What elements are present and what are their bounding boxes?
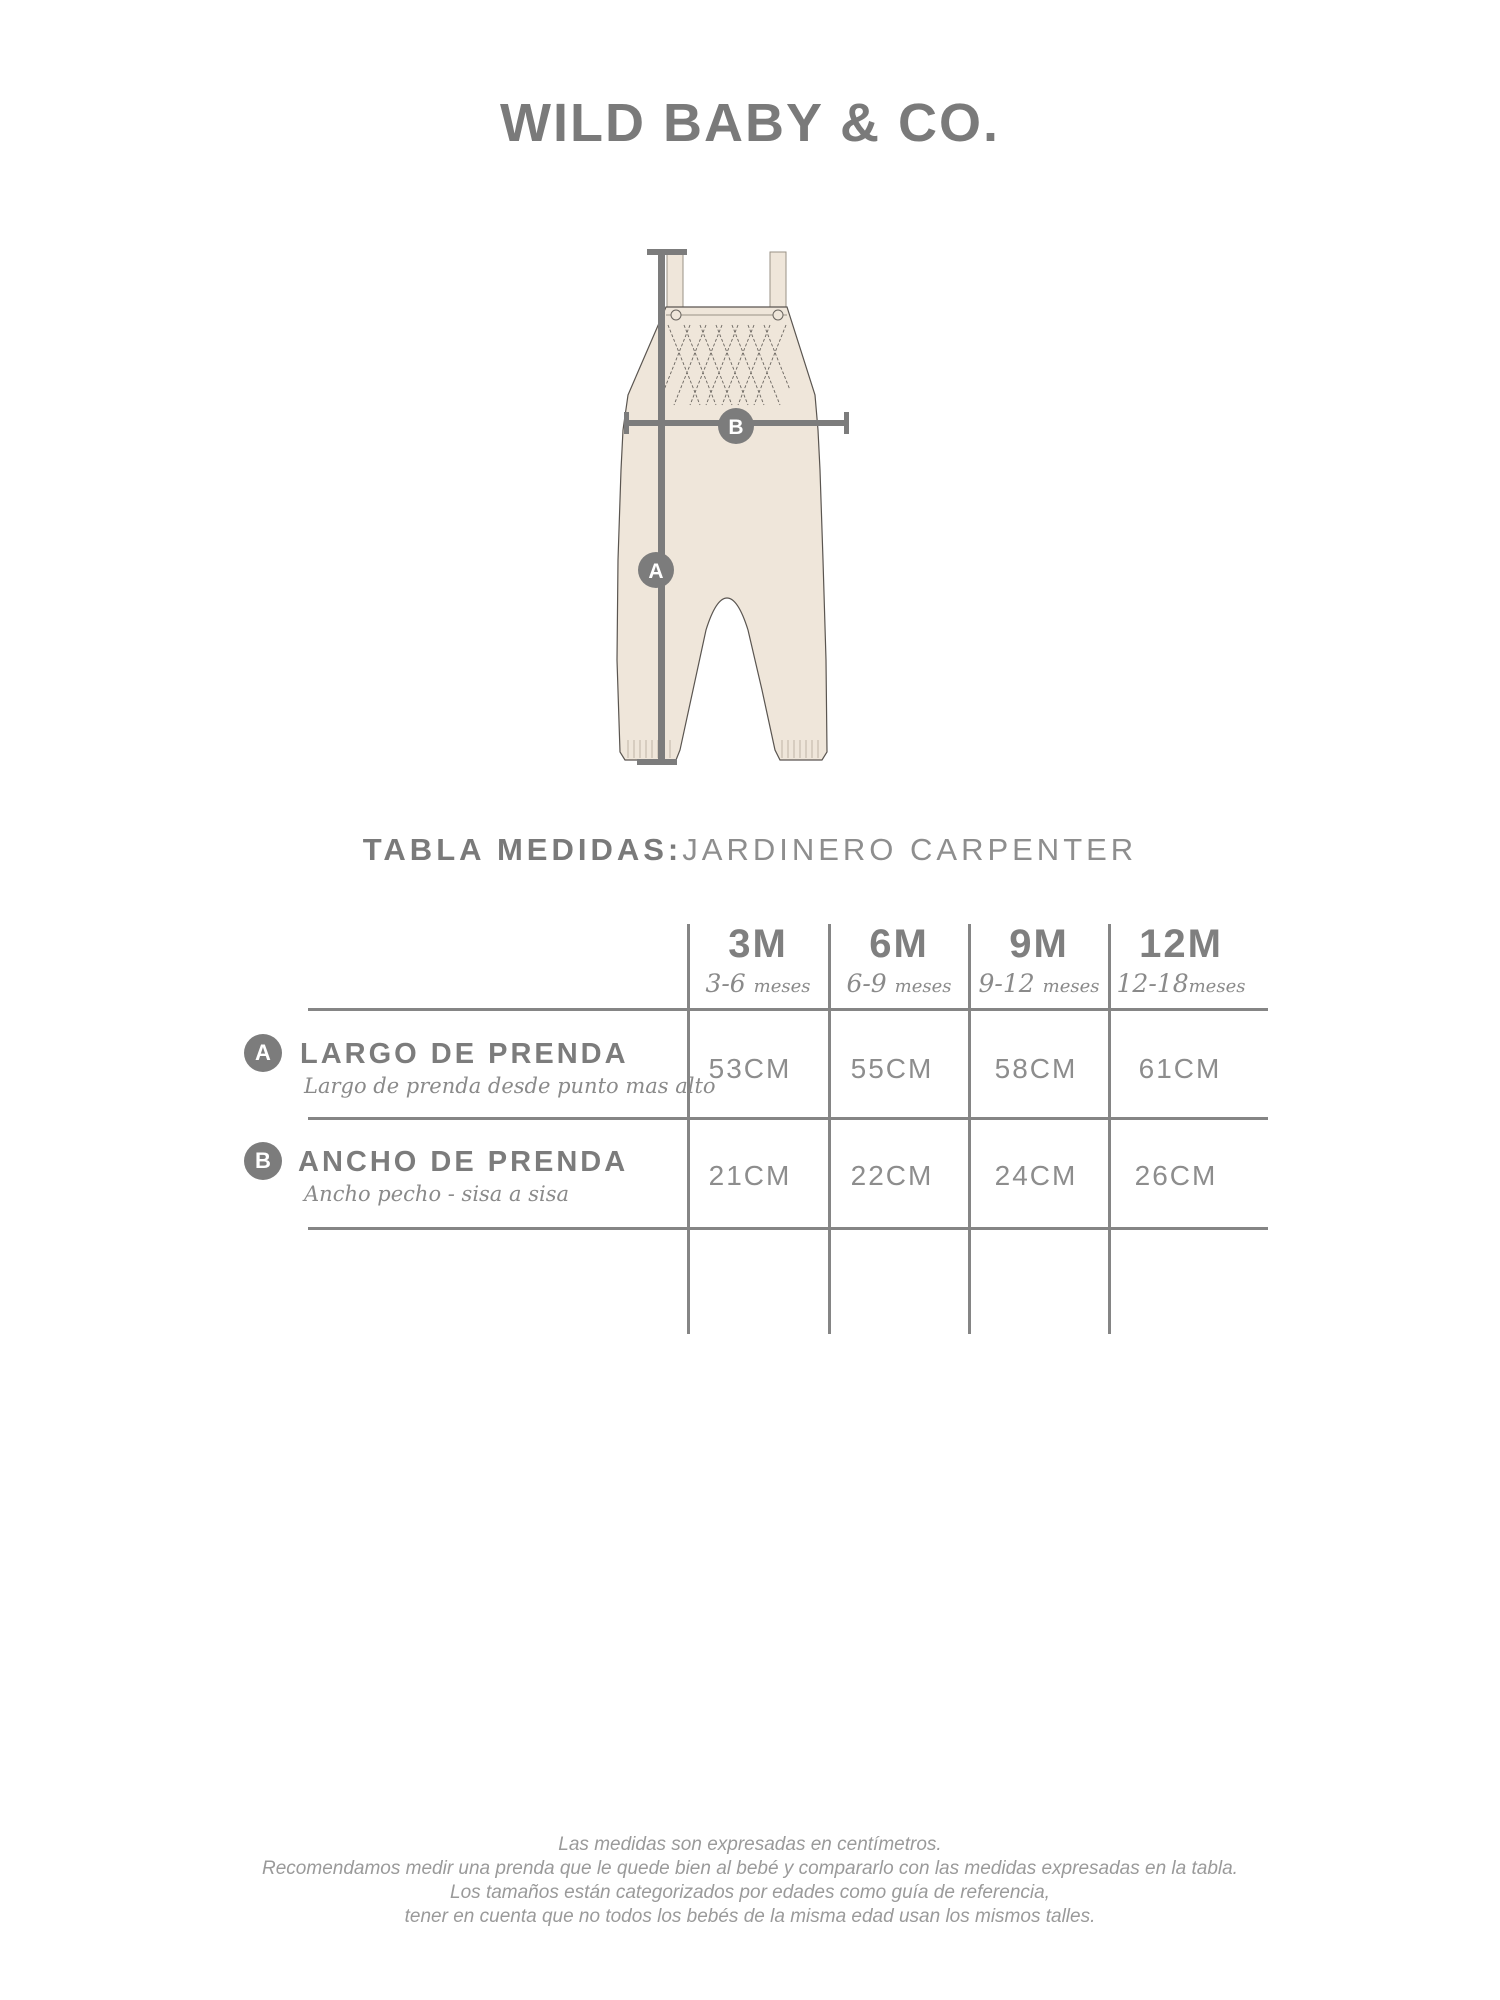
size-label: 9M <box>1009 922 1069 966</box>
column-header-3m <box>688 922 828 998</box>
row-label: LARGO DE PRENDA <box>300 1038 629 1070</box>
column-header-9m <box>969 922 1109 998</box>
brand-title: WILD BABY & CO. <box>500 93 1000 153</box>
table-cell: 53CM <box>708 1053 792 1084</box>
table-cell: 26CM <box>1134 1160 1218 1191</box>
measure-label-a: A <box>648 560 664 583</box>
row-sublabel: Ancho pecho - sisa a sisa <box>304 1182 569 1206</box>
size-label: 12M <box>1139 922 1223 966</box>
footer-line: tener en cuenta que no todos los bebés de la misma edad usan los mismos talles. <box>404 1906 1096 1927</box>
measure-label-b: B <box>728 416 744 439</box>
badge-a-icon: A <box>244 1034 282 1072</box>
table-cell: 55CM <box>850 1053 934 1084</box>
age-range: 6-9 meses <box>846 969 952 998</box>
table-cell: 61CM <box>1138 1053 1222 1084</box>
size-label: 3M <box>728 922 788 966</box>
age-range: 12-18meses <box>1116 969 1246 998</box>
footer-line: Las medidas son expresadas en centímetros. <box>558 1834 942 1855</box>
overalls-diagram <box>590 240 880 780</box>
badge-b-icon: B <box>244 1142 282 1180</box>
table-title <box>0 832 1500 868</box>
column-header-6m <box>829 922 969 998</box>
footer-line: Recomendamos medir una prenda que le quede bien al bebé y compararlo con las medidas expresadas en la tabla. <box>262 1858 1238 1879</box>
footer-line: Los tamaños están categorizados por edades como guía de referencia, <box>450 1882 1050 1903</box>
row-label: ANCHO DE PRENDA <box>298 1146 629 1178</box>
table-divider <box>308 1008 1268 1011</box>
column-header-12m <box>1111 922 1251 998</box>
row-sublabel: Largo de prenda desde punto mas alto <box>304 1074 716 1098</box>
table-cell: 58CM <box>994 1053 1078 1084</box>
table-cell: 22CM <box>850 1160 934 1191</box>
table-title-bold: TABLA MEDIDAS: <box>362 832 683 867</box>
garment-illustration <box>617 252 827 760</box>
age-range: 9-12 meses <box>978 969 1100 998</box>
footer-notes <box>0 1833 1500 1929</box>
table-cell: 21CM <box>708 1160 792 1191</box>
size-label: 6M <box>869 922 929 966</box>
table-divider <box>308 1117 1268 1120</box>
table-cell: 24CM <box>994 1160 1078 1191</box>
table-title-product: JARDINERO CARPENTER <box>682 832 1138 867</box>
table-divider <box>308 1227 1268 1230</box>
age-range: 3-6 meses <box>705 969 811 998</box>
